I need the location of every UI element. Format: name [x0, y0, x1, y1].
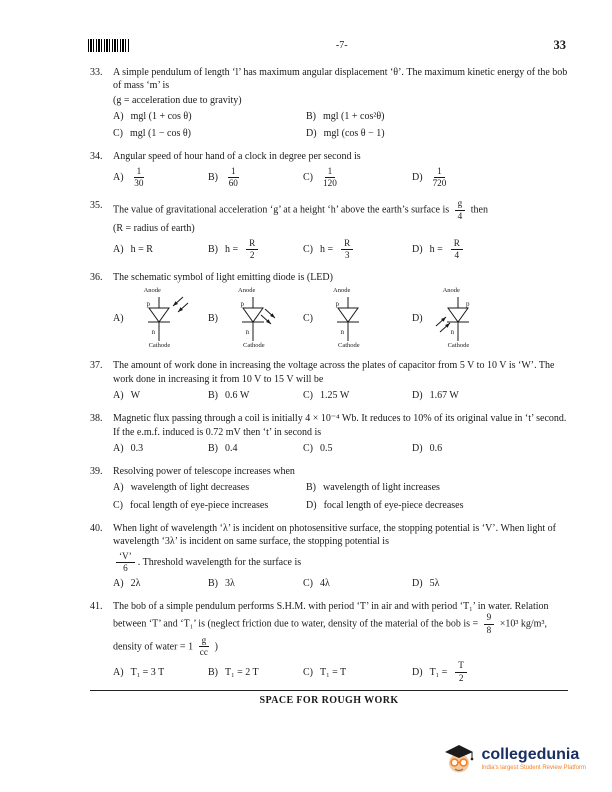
option-label: A): [113, 313, 124, 325]
fraction: $\frac{g}{4}$: [455, 199, 466, 221]
option-text: 5λ: [429, 577, 440, 589]
page-header: [88, 38, 566, 53]
question-text: A simple pendulum of length ‘l’ has maximum angular displacement ‘θ’. The maximum kinetic energy of the bob of mass ‘m’ is: [113, 67, 568, 92]
question-text-after: then: [470, 204, 488, 216]
options: [113, 389, 568, 402]
option-a: [113, 481, 306, 494]
question-number: 41.: [90, 601, 103, 613]
option-text: 0.5: [320, 442, 333, 454]
option-text: 0.6: [429, 442, 443, 454]
fraction: $\frac{g}{cc}$: [199, 634, 208, 658]
led-symbol-b: [229, 288, 283, 349]
option-label: A): [113, 110, 124, 122]
question-number: 36.: [90, 272, 103, 284]
svg-text:n: n: [340, 327, 344, 336]
option-text: 0.4: [225, 442, 238, 454]
question-number: 40.: [90, 522, 103, 534]
question-number: 34.: [90, 151, 103, 163]
page-number-right: 33: [553, 38, 566, 52]
anode-label: Anode: [143, 287, 161, 295]
brand-tagline: India's largest Student Review Platform: [481, 765, 586, 771]
option-d: [412, 442, 568, 455]
led-symbol-drawing: [229, 296, 283, 342]
option-label: B): [208, 313, 218, 325]
question-37: [90, 359, 568, 402]
option-label: D): [412, 313, 423, 325]
cathode-label: Cathode: [447, 341, 470, 349]
fraction: $\frac{1}{720}$: [432, 165, 447, 189]
option-a: [113, 389, 208, 402]
led-symbol-drawing: [135, 296, 189, 342]
led-symbol-a: [135, 288, 189, 349]
option-label: C): [303, 389, 313, 401]
question-text-part: ×10³ kg/m³, density of water = 1: [113, 618, 547, 653]
option-label: D): [412, 442, 423, 454]
fraction: $\frac{1}{30}$: [134, 165, 144, 189]
options: [113, 239, 568, 261]
option-text: 1.67 W: [429, 389, 459, 401]
anode-label: Anode: [442, 287, 460, 295]
question-text-after: . Threshold wavelength for the surface is: [137, 557, 302, 569]
option-c: C) h = $\frac{R}{3}$: [303, 239, 412, 261]
option-label: C): [303, 244, 313, 256]
svg-text:n: n: [245, 327, 249, 336]
option-label: C): [303, 313, 313, 325]
option-a: [113, 442, 208, 455]
page-number-center: -7-: [335, 40, 348, 51]
question-39: [90, 465, 568, 512]
question-text: The amount of work done in increasing the voltage across the plates of capacitor from 5 V to 10 V is ‘W’. The work done in increasing it from 10 V to 15 V will be: [113, 360, 555, 385]
option-text: focal length of eye-piece increases: [130, 499, 269, 511]
fraction: $\frac{R}{3}$: [341, 239, 353, 261]
option-d: [412, 389, 568, 402]
option-d: D) T₁ = $\frac{T}{2}$: [412, 661, 568, 683]
option-b: [208, 167, 303, 189]
option-label: D): [412, 172, 423, 184]
options: [113, 577, 568, 590]
option-text: 0.3: [130, 442, 144, 454]
question-text: Magnetic flux passing through a coil is initially 4 × 10⁻⁴ Wb. It reduces to 10% of its original value in ‘t’ second. If the e.m.f. induced is 0.72 mV then ‘t’ in second is: [113, 413, 567, 438]
option-text: T₁ = T: [320, 666, 347, 678]
brand-name: collegedunia: [481, 746, 580, 763]
led-symbol-drawing: [324, 296, 378, 342]
fraction: $\frac{R}{2}$: [246, 239, 258, 261]
question-33: [90, 66, 568, 140]
question-list: [90, 66, 568, 693]
option-d-led-diagram: [412, 288, 568, 349]
svg-text:p: p: [335, 299, 339, 308]
question-text: Resolving power of telescope increases when: [113, 466, 295, 478]
led-symbol-d: [434, 288, 488, 349]
question-text-before: The value of gravitational acceleration ‘g’ at a height ‘h’ above the earth’s surface is: [113, 204, 450, 216]
option-label: B): [306, 110, 316, 122]
option-b: [208, 442, 303, 455]
question-text: [113, 600, 568, 658]
option-text: h = R: [130, 244, 153, 256]
svg-text:p: p: [146, 299, 150, 308]
option-text: W: [130, 389, 141, 401]
option-label: B): [208, 244, 218, 256]
fraction: $\frac{1}{60}$: [228, 165, 238, 189]
question-41: [90, 600, 568, 683]
fraction: $\frac{1}{120}$: [323, 165, 337, 189]
option-text: 4λ: [320, 577, 330, 589]
led-symbol-c: [324, 288, 378, 349]
question-40: [90, 522, 568, 590]
question-text: When light of wavelength ‘λ’ is incident on photosensitive surface, the stopping potential is ‘V’. When light of wavelength ‘3λ’ is incident on same surface, the stopping potential is: [113, 522, 556, 548]
mascot-icon: [443, 742, 475, 776]
option-text: 1.25 W: [320, 389, 350, 401]
option-label: C): [303, 442, 313, 454]
option-label: D): [306, 499, 317, 511]
option-label: A): [113, 389, 124, 401]
options: [113, 442, 568, 455]
option-label: B): [208, 666, 218, 678]
option-text: focal length of eye-piece decreases: [323, 499, 464, 511]
question-34: [90, 150, 568, 189]
option-a: [113, 577, 208, 590]
question-text: The schematic symbol of light emitting diode is (LED): [113, 272, 333, 284]
option-d: [412, 577, 568, 590]
option-b: [306, 481, 568, 494]
option-b: [208, 389, 303, 402]
option-d: [412, 167, 568, 189]
option-a-led-diagram: [113, 288, 208, 349]
fraction: $\frac{T}{2}$: [455, 661, 467, 683]
option-label: D): [306, 128, 317, 140]
question-text: Angular speed of hour hand of a clock in degree per second is: [113, 151, 361, 163]
option-c: [303, 389, 412, 402]
option-label: B): [208, 389, 218, 401]
svg-text:p: p: [240, 299, 244, 308]
fraction: $\frac{R}{4}$: [451, 239, 463, 261]
question-number: 39.: [90, 466, 103, 478]
question-number: 38.: [90, 413, 103, 425]
option-c: [303, 442, 412, 455]
option-text: 2λ: [130, 577, 141, 589]
option-label: C): [303, 172, 313, 184]
cathode-label: Cathode: [148, 341, 171, 349]
option-label: A): [113, 244, 124, 256]
question-number: 35.: [90, 200, 103, 212]
question-note: (g = acceleration due to gravity): [113, 94, 242, 106]
option-label: D): [412, 244, 423, 256]
question-number: 33.: [90, 67, 103, 78]
option-c: [113, 499, 306, 512]
option-label: A): [113, 442, 124, 454]
option-d: [306, 499, 568, 512]
option-b: [208, 661, 303, 683]
svg-text:p: p: [465, 299, 470, 308]
cathode-label: Cathode: [338, 341, 360, 349]
option-label: A): [113, 172, 124, 184]
collegedunia-logo: [443, 742, 586, 776]
fraction: $\frac{9}{8}$: [484, 613, 495, 635]
option-label: B): [208, 442, 218, 454]
question-text: [113, 199, 568, 221]
barcode: [88, 39, 130, 52]
option-label: C): [303, 577, 313, 589]
option-label: C): [303, 666, 313, 678]
option-b: [208, 577, 303, 590]
option-label: B): [208, 172, 218, 184]
options: [113, 481, 568, 512]
option-label: D): [412, 577, 423, 589]
question-number: 37.: [90, 360, 103, 372]
svg-text:n: n: [151, 327, 155, 336]
option-text: mgl (cos θ − 1): [323, 128, 385, 140]
option-label: A): [113, 666, 124, 678]
option-text: T₁ = 2 T: [225, 666, 259, 678]
question-38: [90, 412, 568, 455]
option-text: mgl (1 − cos θ): [130, 128, 191, 140]
option-label: B): [306, 482, 316, 494]
option-label: C): [113, 499, 123, 511]
option-c: [303, 661, 412, 683]
option-c: [303, 577, 412, 590]
option-label: B): [208, 577, 218, 589]
option-label: C): [113, 128, 123, 140]
option-c: [113, 127, 306, 140]
svg-text:n: n: [450, 327, 454, 336]
led-diagram-options: [113, 288, 568, 349]
option-d: [306, 127, 568, 140]
question-note: (R = radius of earth): [113, 223, 195, 235]
question-text-part: ): [214, 641, 219, 653]
option-b: B) h = $\frac{R}{2}$: [208, 239, 303, 261]
question-36: [90, 271, 568, 349]
option-text: mgl (1 + cos²θ): [323, 110, 385, 122]
option-text: 3λ: [225, 577, 235, 589]
option-a: [113, 239, 208, 261]
option-text: T₁ = 3 T: [130, 666, 165, 678]
option-d: D) h = $\frac{R}{4}$: [412, 239, 568, 261]
option-b: [306, 110, 568, 123]
option-label: A): [113, 482, 124, 494]
option-text: mgl (1 + cos θ): [130, 110, 192, 122]
option-label: D): [412, 666, 423, 678]
question-fraction-line: [113, 552, 568, 574]
question-35: [90, 199, 568, 261]
option-a: [113, 110, 306, 123]
option-a: [113, 661, 208, 683]
anode-label: Anode: [238, 287, 256, 295]
option-b-led-diagram: [208, 288, 303, 349]
options: [113, 661, 568, 683]
options: [113, 110, 568, 141]
option-label: A): [113, 577, 124, 589]
anode-label: Anode: [333, 287, 351, 295]
option-text: wavelength of light decreases: [130, 482, 250, 494]
cathode-label: Cathode: [243, 341, 265, 349]
option-c: [303, 167, 412, 189]
option-c-led-diagram: [303, 288, 412, 349]
led-symbol-drawing: [434, 296, 488, 342]
option-a: [113, 167, 208, 189]
option-text: wavelength of light increases: [323, 482, 440, 494]
question-text-part: The bob of a simple pendulum performs S.H.M. with period ‘T’ in air and with period ‘T₁’ in water. Relation between ‘T’ and ‘T₁’ is (neglect friction due to water, density of the material of the bob is =: [113, 601, 549, 630]
options: [113, 167, 568, 189]
option-text: 0.6 W: [225, 389, 250, 401]
fraction: $\frac{‘V’}{6}$: [116, 552, 135, 574]
option-label: D): [412, 389, 423, 401]
rough-work-label: SPACE FOR ROUGH WORK: [90, 690, 568, 706]
